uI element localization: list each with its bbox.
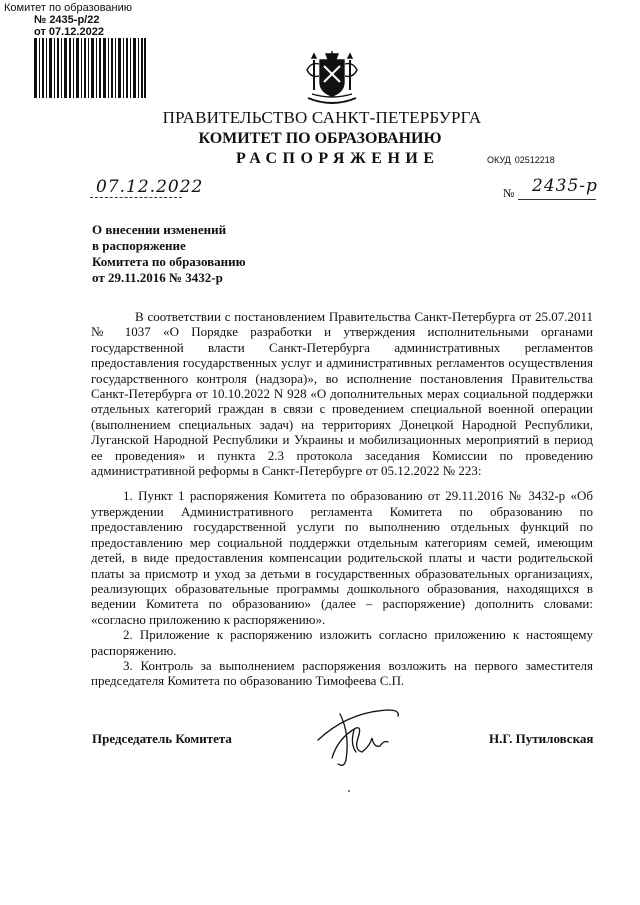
document-type: РАСПОРЯЖЕНИЕ xyxy=(236,150,440,167)
stamp-number: № 2435-р/22 xyxy=(34,14,100,26)
subject-line: от 29.11.2016 № 3432-р xyxy=(92,270,223,285)
item-3-paragraph: 3. Контроль за выполнением распоряжения возложить на первого заместителя председателя Комитета по образованию Тимофеева С.П. xyxy=(91,657,593,689)
subject-line: в распоряжение xyxy=(92,238,186,253)
subject-line: О внесении изменений xyxy=(92,222,227,237)
document-number-handwritten: 2435-р xyxy=(532,176,598,196)
number-underline xyxy=(518,199,596,200)
handwritten-signature xyxy=(310,700,410,772)
coat-of-arms-emblem xyxy=(300,50,364,106)
okud-code xyxy=(487,155,555,165)
committee-title: КОМИТЕТ ПО ОБРАЗОВАНИЮ xyxy=(198,130,442,147)
government-title: ПРАВИТЕЛЬСТВО САНКТ-ПЕТЕРБУРГА xyxy=(162,108,482,127)
subject-line: Комитета по образованию xyxy=(92,254,246,269)
stamp-date: от 07.12.2022 xyxy=(34,26,104,38)
document-subject xyxy=(92,222,292,286)
item-1-paragraph: 1. Пункт 1 распоряжения Комитета по образованию от 29.11.2016 № 3432-р «Об утверждении Административного регламента Комитета по образованию по предоставлению государственной услуги по выполнению отдельных функций по предоставлению мер социальной поддержки отдельным категориям семей, имеющим детей, в виде предоставления компенсации родительской платы и части родительской платы за присмотр и уход за детьми в государственных образовательных организациях, реализующих образовательные программы дошкольного образования, находящихся в ведении Комитета по образованию» (далее – распоряжение) дополнить словами: «согласно приложению к распоряжению». xyxy=(91,488,593,627)
scan-speck xyxy=(348,790,350,792)
signatory-name: Н.Г. Путиловская xyxy=(489,731,594,746)
date-underline xyxy=(90,197,182,198)
barcode xyxy=(34,38,146,98)
signatory-title: Председатель Комитета xyxy=(92,731,232,746)
preamble-paragraph: В соответствии с постановлением Правительства Санкт-Петербурга от 25.07.2011 № 1037 «О Порядке разработки и утверждения исполнительными органами государственной власти Санкт-Петербурга административных регламентов предоставления государственных услуг и административных регламентов осуществления государственного контроля (надзора)», во исполнение постановления Правительства Санкт-Петербурга от 10.10.2022 N 928 «О дополнительных мерах социальной поддержки отдельных категорий граждан в связи с проведением специальной военной операции (выполнением специальных задач) на территориях Донецкой Народной Республики, Луганской Народной Республики и Украины и мобилизационных мероприятий в период ее проведения» и пункта 2.3 протокола заседания Комиссии по проведению административной реформы в Санкт-Петербурге от 05.12.2022 № 223: xyxy=(91,309,593,479)
stamp-department: Комитет по образованию xyxy=(4,2,132,14)
registration-stamp xyxy=(4,2,154,38)
number-label: № xyxy=(503,186,515,200)
document-date-handwritten: 07.12.2022 xyxy=(96,177,204,197)
okud-value: 02512218 xyxy=(514,155,555,165)
item-2-paragraph: 2. Приложение к распоряжению изложить согласно приложению к настоящему распоряжению. xyxy=(91,627,593,658)
okud-label: ОКУД xyxy=(487,155,511,165)
document-body xyxy=(91,309,593,689)
